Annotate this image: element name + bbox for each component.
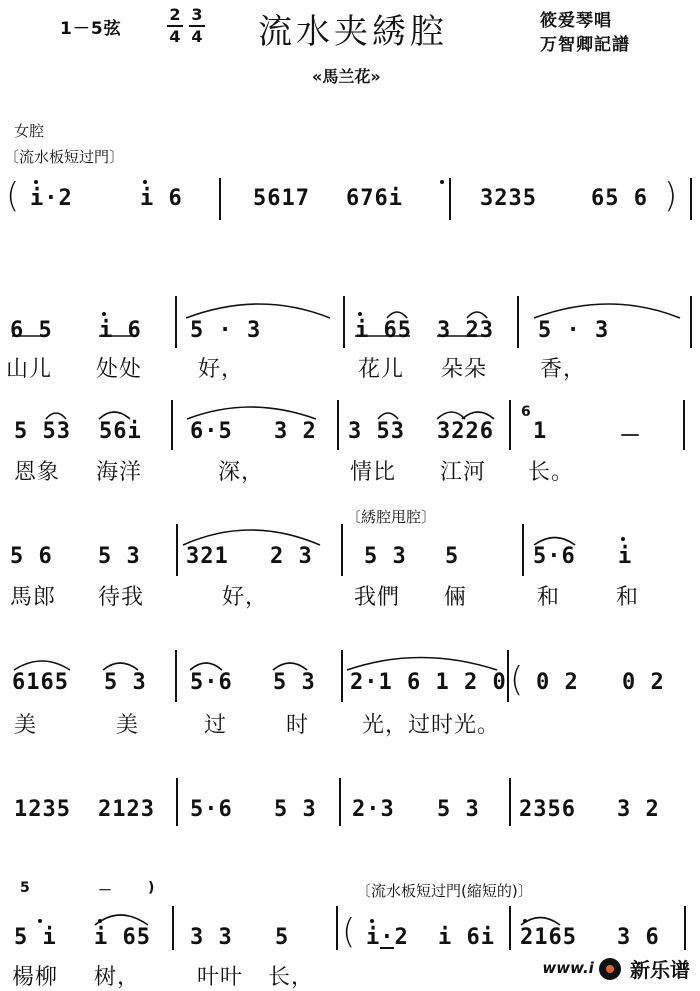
slur	[437, 412, 465, 419]
slur	[378, 413, 398, 419]
note-group: 2123	[98, 797, 155, 822]
lyric: 和	[616, 585, 640, 610]
lyric: 深，	[218, 460, 265, 485]
note-group: 2356	[519, 797, 576, 822]
note-group: 0 2	[536, 670, 579, 695]
note-group: 5·6	[190, 670, 233, 695]
slur	[95, 915, 148, 925]
note-group: i 6	[99, 318, 142, 343]
note-group: 5	[445, 544, 460, 569]
lyric: 美	[116, 713, 140, 738]
note-group: 5 3	[437, 797, 480, 822]
slur	[46, 413, 66, 419]
note-group: 5 3	[274, 797, 317, 822]
note-group: 6 5	[10, 318, 53, 343]
lyric: 长，	[268, 965, 315, 990]
section-label-intro: 〔流水板短过門〕	[4, 148, 125, 166]
note-group: 3 23	[437, 318, 494, 343]
octave-dot	[143, 180, 147, 184]
note-group: 3 2	[274, 419, 317, 444]
lyric: 好，	[222, 585, 269, 610]
notator-credit: 万智卿記譜	[540, 35, 630, 55]
octave-dot	[38, 919, 42, 923]
note-group: 1	[533, 419, 548, 444]
slur	[183, 530, 320, 545]
note-group: 6165	[12, 670, 69, 695]
octave-dot	[34, 180, 38, 184]
note-group: 5·6	[190, 797, 233, 822]
note-group: 56i	[99, 419, 142, 444]
lyric: 朵朵	[441, 357, 488, 382]
note-group: i 65	[355, 318, 412, 343]
note-group: 6·5	[190, 419, 233, 444]
watermark-url: www.i	[542, 959, 594, 977]
note-group: 5 53	[14, 419, 71, 444]
note-group: 3226	[437, 419, 494, 444]
note-group: 3 53	[348, 419, 405, 444]
lyric: 过	[204, 713, 228, 738]
time-signature-1: 2 4	[167, 6, 183, 46]
lyric: 待我	[98, 585, 145, 610]
open-paren: (	[510, 660, 524, 700]
dash: －	[619, 424, 643, 449]
lyric: 时	[286, 713, 310, 738]
dash-small: －	[98, 883, 112, 899]
note-group: 1235	[14, 797, 71, 822]
lyric: 恩象	[14, 460, 61, 485]
note-group: 5 3	[364, 544, 407, 569]
slur	[534, 304, 680, 318]
lyric: 楊柳	[12, 965, 59, 990]
note-group: 5 · 3	[538, 318, 610, 343]
lyric: 和	[537, 585, 561, 610]
slur	[467, 312, 487, 318]
slur	[187, 407, 316, 419]
record-logo-icon	[599, 958, 621, 980]
lyric: 山儿	[6, 357, 53, 382]
key-signature: 1－5弦	[60, 19, 122, 39]
octave-dot	[358, 312, 362, 316]
grace-note: 6	[521, 404, 531, 420]
note-small: 5	[20, 880, 30, 896]
lyric: 海洋	[96, 460, 143, 485]
octave-dot	[102, 312, 106, 316]
octave-dot	[621, 537, 625, 541]
slur	[99, 412, 130, 419]
note-group: 5 3	[104, 670, 147, 695]
note-group: 321	[186, 544, 229, 569]
octave-dot	[523, 919, 527, 923]
time-signature-2: 3 4	[189, 6, 205, 46]
singer-credit: 筱爱琴唱	[540, 11, 612, 31]
note-group: 5 3	[98, 544, 141, 569]
lyric: 美	[14, 713, 38, 738]
lyric: 馬郎	[10, 585, 57, 610]
note-group: 3 2	[617, 797, 660, 822]
note-group: 3235	[480, 186, 537, 211]
lyric: 好，	[198, 357, 245, 382]
voice-label: 女腔	[14, 122, 45, 140]
lyric: 叶叶	[197, 965, 244, 990]
lyric: 光，过时光。	[362, 713, 501, 738]
note-group: i 6i	[438, 925, 495, 950]
note-group: i·2	[366, 925, 409, 950]
note-group: 5 6	[10, 544, 53, 569]
note-group: 2165	[520, 925, 577, 950]
slur	[186, 304, 330, 318]
slur	[190, 663, 222, 670]
note-group: 5·6	[533, 544, 576, 569]
watermark	[542, 954, 690, 983]
open-paren: (	[342, 912, 356, 952]
lyric: 香，	[540, 357, 587, 382]
note-group: i·2	[30, 186, 73, 211]
section-label-intro-short: 〔流水板短过門(縮短的)〕	[356, 882, 533, 900]
note-group: 5 3	[273, 670, 316, 695]
note-group: i 6	[140, 186, 183, 211]
note-group: 676i	[346, 186, 403, 211]
lyric: 我們	[354, 585, 401, 610]
lyric: 树，	[94, 965, 141, 990]
slur	[14, 661, 70, 670]
slur	[534, 538, 575, 546]
octave-dot	[370, 919, 374, 923]
slur	[273, 663, 307, 670]
slur	[103, 663, 138, 670]
slur	[387, 312, 407, 318]
page-title: 流水夹綉腔	[258, 12, 448, 52]
note-group: i	[618, 544, 633, 569]
section-label-melisma: 〔綉腔甩腔〕	[346, 508, 437, 526]
note-group: 5 · 3	[190, 318, 262, 343]
note-group: 2·3	[352, 797, 395, 822]
close-paren-small: )	[148, 880, 155, 896]
note-group: 5	[275, 925, 290, 950]
octave-dot	[98, 919, 102, 923]
slur	[462, 412, 494, 419]
brand-name: 新乐谱	[630, 958, 690, 982]
note-group: 0 2	[622, 670, 665, 695]
note-group: 2 3	[270, 544, 313, 569]
lyric: 处处	[96, 357, 143, 382]
note-group: 5 i	[14, 925, 57, 950]
lyric: 情比	[350, 460, 397, 485]
note-group: i 65	[94, 925, 151, 950]
note-group: 2·1 6 1 2 0	[350, 670, 507, 695]
lyric: 长。	[528, 460, 575, 485]
close-paren: )	[664, 176, 678, 216]
note-group: 3 3	[190, 925, 233, 950]
open-paren: (	[6, 176, 20, 216]
octave-dot	[440, 180, 444, 184]
lyric: 江河	[440, 460, 487, 485]
slur	[347, 658, 497, 671]
lyric: 花儿	[358, 357, 405, 382]
lyric: 倆	[444, 585, 468, 610]
note-group: 65 6	[591, 186, 648, 211]
source-subtitle: «馬兰花»	[312, 67, 381, 86]
note-group: 3 6	[617, 925, 660, 950]
note-group: 5617	[253, 186, 310, 211]
